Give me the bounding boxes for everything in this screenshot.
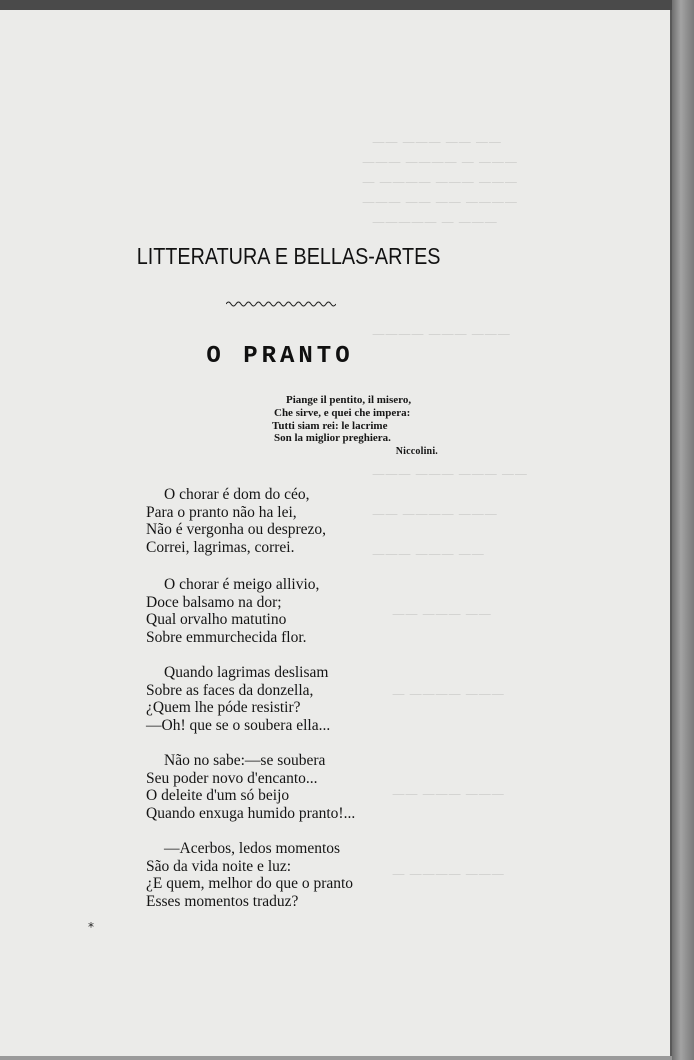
verse-line: Quando enxuga humido pranto!... xyxy=(146,804,356,822)
bleed-through-text: ——— — ————— xyxy=(372,215,498,230)
verse-line: Correi, lagrimas, correi. xyxy=(146,538,295,556)
verse-line: Quando lagrimas deslisam xyxy=(164,664,329,681)
verse-line: Qual orvalho matutino xyxy=(146,611,287,629)
epigraph-line: Piange il pentito, il misero, xyxy=(286,394,412,406)
verse-line: São da vida noite e luz: xyxy=(146,857,292,875)
verse-line: O deleite d'um só beijo xyxy=(146,787,290,805)
bleed-through-text: ——— ——— ———— xyxy=(372,327,511,342)
bleed-through-text: ——— ———— — xyxy=(392,687,505,702)
verse-line: Não é vergonha ou desprezo, xyxy=(146,521,327,539)
footnote-mark: * xyxy=(88,920,94,934)
epigraph-author: Niccolini. xyxy=(395,446,438,458)
verse-line: Sobre as faces da donzella, xyxy=(146,681,314,699)
section-heading: LITTERATURA E BELLAS-ARTES xyxy=(136,243,441,269)
bleed-through-text: —— —— ——— —— xyxy=(372,135,502,150)
verse-line: Não no sabe:—se soubera xyxy=(164,752,326,769)
verse-line: Sobre emmurchecida flor. xyxy=(146,628,307,646)
poem-stanza-5 xyxy=(146,840,446,910)
bleed-through-text: ——— ——— —— xyxy=(392,787,505,802)
verse-line: Seu poder novo d'encanto... xyxy=(146,769,318,787)
verse-line: —Oh! que se o soubera ella... xyxy=(146,716,331,734)
poem-stanza-3 xyxy=(146,664,446,734)
verse-line: O chorar é meigo allivio, xyxy=(164,576,320,593)
bleed-through-text: ———— —— —— ——— xyxy=(362,195,518,210)
verse-line: —Acerbos, ledos momentos xyxy=(164,840,341,857)
poem-stanza-1 xyxy=(146,486,446,556)
bleed-through-text: ——— ———— — xyxy=(392,867,505,882)
book-page xyxy=(0,10,672,1056)
verse-line: O chorar é dom do céo, xyxy=(164,486,310,503)
page-edge-shadow xyxy=(672,0,694,1060)
poem-stanza-2 xyxy=(146,576,446,646)
verse-line: Doce balsamo na dor; xyxy=(146,593,282,611)
epigraph xyxy=(272,394,452,459)
bleed-through-text: ——— ———— —— xyxy=(372,507,498,522)
poem-title: O PRANTO xyxy=(206,343,354,370)
bleed-through-text: —— ——— ——— ——— xyxy=(372,467,528,482)
epigraph-line: Che sirve, e quei che impera: xyxy=(274,406,411,419)
decorative-wavy-rule xyxy=(226,300,336,308)
bleed-through-text: —— ——— ——— xyxy=(372,547,485,562)
bleed-through-text: ——— ——— ———— — xyxy=(362,175,518,190)
verse-line: Para o pranto não ha lei, xyxy=(146,503,297,521)
verse-line: ¿E quem, melhor do que o pranto xyxy=(146,875,354,893)
epigraph-line: Son la miglior preghiera. xyxy=(274,432,391,445)
bleed-through-text: —— ——— —— xyxy=(392,607,492,622)
verse-line: ¿Quem lhe póde resistir? xyxy=(146,699,301,717)
verse-line: Esses momentos traduz? xyxy=(146,892,299,910)
epigraph-line: Tutti siam rei: le lacrime xyxy=(272,419,388,432)
bleed-through-text: ——— — ———— ——— xyxy=(362,155,518,170)
poem-stanza-4 xyxy=(146,752,446,822)
scan-top-border xyxy=(0,0,694,10)
